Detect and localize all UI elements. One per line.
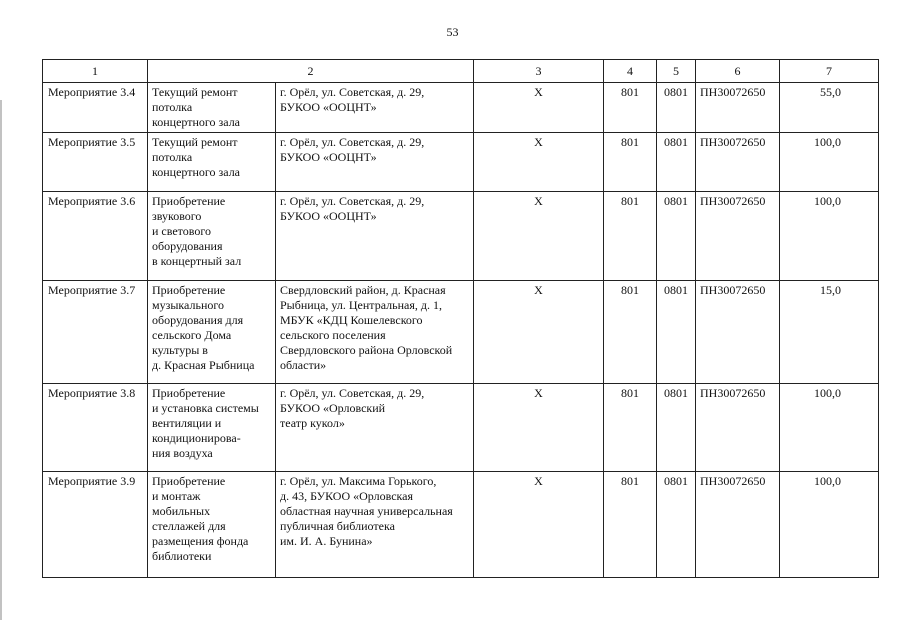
col4-cell: 801 [604,281,657,384]
col7-cell: 55,0 [780,83,879,133]
name-cell-line: Приобретение [152,386,226,400]
scan-edge [0,100,5,620]
name-cell-line: оборудования для [152,313,244,327]
address-cell [276,83,474,133]
name-cell-line: Текущий ремонт [152,135,238,149]
activity-cell: Мероприятие 3.9 [43,472,148,578]
address-cell-line: театр кукол» [280,416,345,430]
address-cell-line: БУКОО «ООЦНТ» [280,100,377,114]
address-cell-line: областная научная универсальная [280,504,453,518]
address-cell [276,472,474,578]
name-cell-line: и установка системы [152,401,259,415]
address-cell-line: г. Орёл, ул. Максима Горького, [280,474,437,488]
address-cell-line: г. Орёл, ул. Советская, д. 29, [280,386,425,400]
address-cell [276,133,474,192]
header-cell: 2 [148,60,474,83]
table-row [43,133,879,192]
table-row [43,281,879,384]
col3-cell: Х [474,472,604,578]
name-cell-line: вентиляции и [152,416,222,430]
col3-cell: Х [474,83,604,133]
address-cell-line: сельского поселения [280,328,386,342]
col6-cell: ПН30072650 [696,281,780,384]
address-cell-line: области» [280,358,327,372]
name-cell-line: сельского Дома [152,328,232,342]
name-cell-line: стеллажей для [152,519,226,533]
address-cell-line: Свердловский район, д. Красная [280,283,446,297]
col5-cell: 0801 [657,281,696,384]
col7-cell: 100,0 [780,384,879,472]
name-cell-line: Приобретение [152,194,226,208]
col5-cell: 0801 [657,133,696,192]
col5-cell: 0801 [657,472,696,578]
table-body [43,83,879,578]
name-cell [148,192,276,281]
name-cell-line: ния воздуха [152,446,213,460]
page-number: 53 [446,25,459,39]
col6-cell: ПН30072650 [696,133,780,192]
name-cell-line: кондиционирова- [152,431,241,445]
address-cell-line: д. 43, БУКОО «Орловская [280,489,414,503]
name-cell-line: и светового [152,224,211,238]
col3-cell: Х [474,192,604,281]
col7-cell: 100,0 [780,472,879,578]
table-row [43,472,879,578]
name-cell-line: д. Красная Рыбница [152,358,255,372]
header-cell: 3 [474,60,604,83]
header-cell: 4 [604,60,657,83]
col3-cell: Х [474,281,604,384]
col3-cell: Х [474,384,604,472]
col4-cell: 801 [604,384,657,472]
name-cell [148,83,276,133]
col4-cell: 801 [604,472,657,578]
col5-cell: 0801 [657,83,696,133]
address-cell-line: г. Орёл, ул. Советская, д. 29, [280,194,425,208]
name-cell [148,384,276,472]
address-cell-line: БУКОО «ООЦНТ» [280,150,377,164]
address-cell-line: МБУК «КДЦ Кошелевского [280,313,423,327]
col6-cell: ПН30072650 [696,472,780,578]
name-cell-line: Текущий ремонт [152,85,238,99]
address-cell-line: г. Орёл, ул. Советская, д. 29, [280,85,425,99]
name-cell-line: звукового [152,209,202,223]
name-cell-line: и монтаж [152,489,201,503]
name-cell-line: концертного зала [152,115,241,129]
name-cell-line: культуры в [152,343,208,357]
table-row [43,192,879,281]
name-cell-line: библиотеки [152,549,212,563]
table-row [43,83,879,133]
address-cell-line: г. Орёл, ул. Советская, д. 29, [280,135,425,149]
col5-cell: 0801 [657,384,696,472]
name-cell-line: в концертный зал [152,254,242,268]
address-cell [276,281,474,384]
col4-cell: 801 [604,133,657,192]
col4-cell: 801 [604,83,657,133]
address-cell-line: публичная библиотека [280,519,395,533]
activity-cell: Мероприятие 3.5 [43,133,148,192]
name-cell-line: потолка [152,100,193,114]
address-cell-line: БУКОО «ООЦНТ» [280,209,377,223]
name-cell [148,133,276,192]
header-cell: 7 [780,60,879,83]
address-cell-line: БУКОО «Орловский [280,401,386,415]
name-cell-line: Приобретение [152,474,226,488]
name-cell-line: мобильных [152,504,211,518]
name-cell-line: потолка [152,150,193,164]
name-cell-line: оборудования [152,239,223,253]
name-cell-line: Приобретение [152,283,226,297]
activity-cell: Мероприятие 3.8 [43,384,148,472]
col7-cell: 100,0 [780,133,879,192]
col7-cell: 15,0 [780,281,879,384]
address-cell-line: им. И. А. Бунина» [280,534,373,548]
address-cell [276,192,474,281]
name-cell-line: концертного зала [152,165,241,179]
name-cell [148,472,276,578]
table-row [43,384,879,472]
activity-cell: Мероприятие 3.4 [43,83,148,133]
col3-cell: Х [474,133,604,192]
header-row [43,60,879,83]
address-cell-line: Свердловского района Орловской [280,343,453,357]
activity-cell: Мероприятие 3.6 [43,192,148,281]
header-cell: 1 [43,60,148,83]
col7-cell: 100,0 [780,192,879,281]
header-cell: 5 [657,60,696,83]
col6-cell: ПН30072650 [696,192,780,281]
name-cell-line: размещения фонда [152,534,249,548]
header-cell: 6 [696,60,780,83]
name-cell-line: музыкального [152,298,224,312]
col6-cell: ПН30072650 [696,83,780,133]
activity-cell: Мероприятие 3.7 [43,281,148,384]
name-cell [148,281,276,384]
col5-cell: 0801 [657,192,696,281]
col6-cell: ПН30072650 [696,384,780,472]
address-cell [276,384,474,472]
address-cell-line: Рыбница, ул. Центральная, д. 1, [280,298,442,312]
budget-table [42,59,879,578]
col4-cell: 801 [604,192,657,281]
